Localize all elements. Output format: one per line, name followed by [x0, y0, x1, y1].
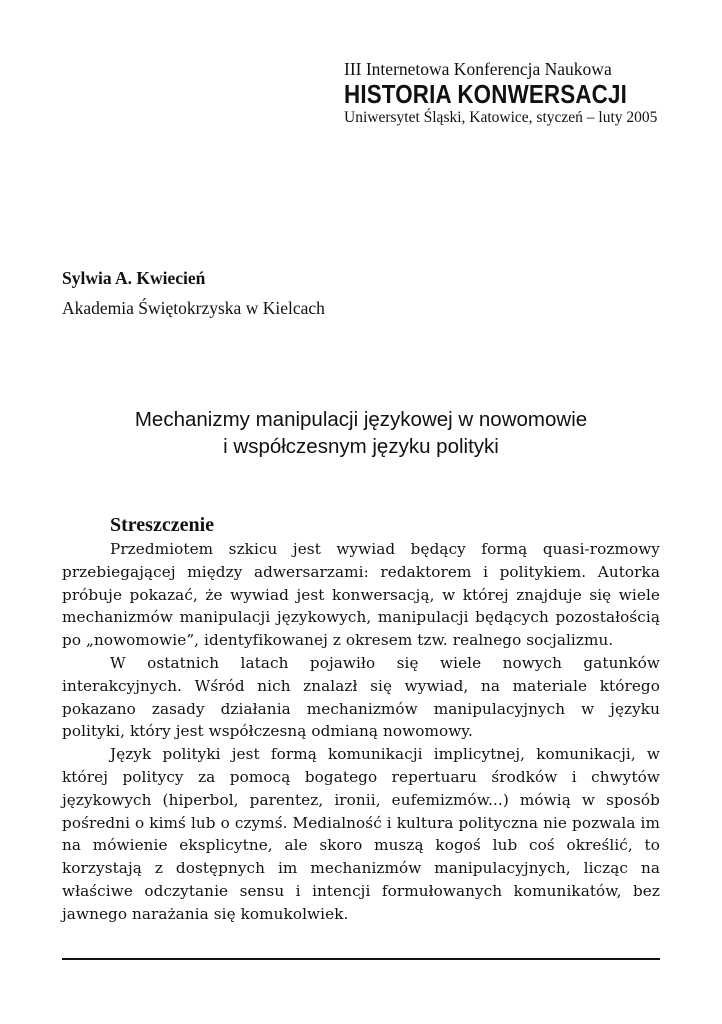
article-title-line-1: Mechanizmy manipulacji językowej w nowomowie [134, 408, 588, 431]
conference-header [344, 58, 674, 128]
article-title-line-2: i współczesnym języku polityki [223, 435, 499, 458]
author-affiliation: Akademia Świętokrzyska w Kielcach [62, 298, 325, 318]
conference-line: III Internetowa Konferencja Naukowa [344, 59, 612, 79]
abstract-paragraph-2: W ostatnich latach pojawiło się wiele nowych gatunków interakcyjnych. Wśród nich znalazł się wywiad, na materiale którego pokazano zasady działania mechanizmów manipulacyjnych w języku polityki, który jest współczesną odmianą nowomowy. [62, 653, 660, 741]
conference-place-date: Uniwersytet Śląski, Katowice, styczeń – luty 2005 [344, 109, 658, 126]
abstract-heading: Streszczenie [110, 514, 215, 536]
abstract-paragraph-3: Język polityki jest formą komunikacji implicytnej, komunikacji, w której politycy za pomocą bogatego repertuaru środków i chwytów językowych (hiperbol, parentez, ironii, eufemizmów...) mówią w sposób pośredni o kimś lub o czymś. Medialność i kultura polityczna nie pozwala im na mówienie eksplicytne, ale skoro muszą kogoś lub coś określić, to korzystają z dostępnych im mechanizmów manipulacyjnych, licząc na właściwe odczytanie sensu i intencji formułowanych komunikatów, bez jawnego narażania się komukolwiek. [62, 745, 660, 923]
footer-rule [62, 958, 660, 960]
article-title [60, 406, 662, 460]
abstract-section [62, 512, 660, 926]
conference-title: HISTORIA KONWERSACJI [344, 79, 627, 109]
author-name: Sylwia A. Kwiecień [62, 268, 206, 288]
abstract-paragraph-1: Przedmiotem szkicu jest wywiad będący formą quasi-rozmowy przebiegającej między adwersarzami: redaktorem i politykiem. Autorka próbuje pokazać, że wywiad jest konwersacją, w której znajduje się wiele mechanizmów manipulacji językowych, manipulacji będących pozostałością po „nowomowie”, identyfikowanej z okresem tzw. realnego socjalizmu. [62, 540, 660, 650]
